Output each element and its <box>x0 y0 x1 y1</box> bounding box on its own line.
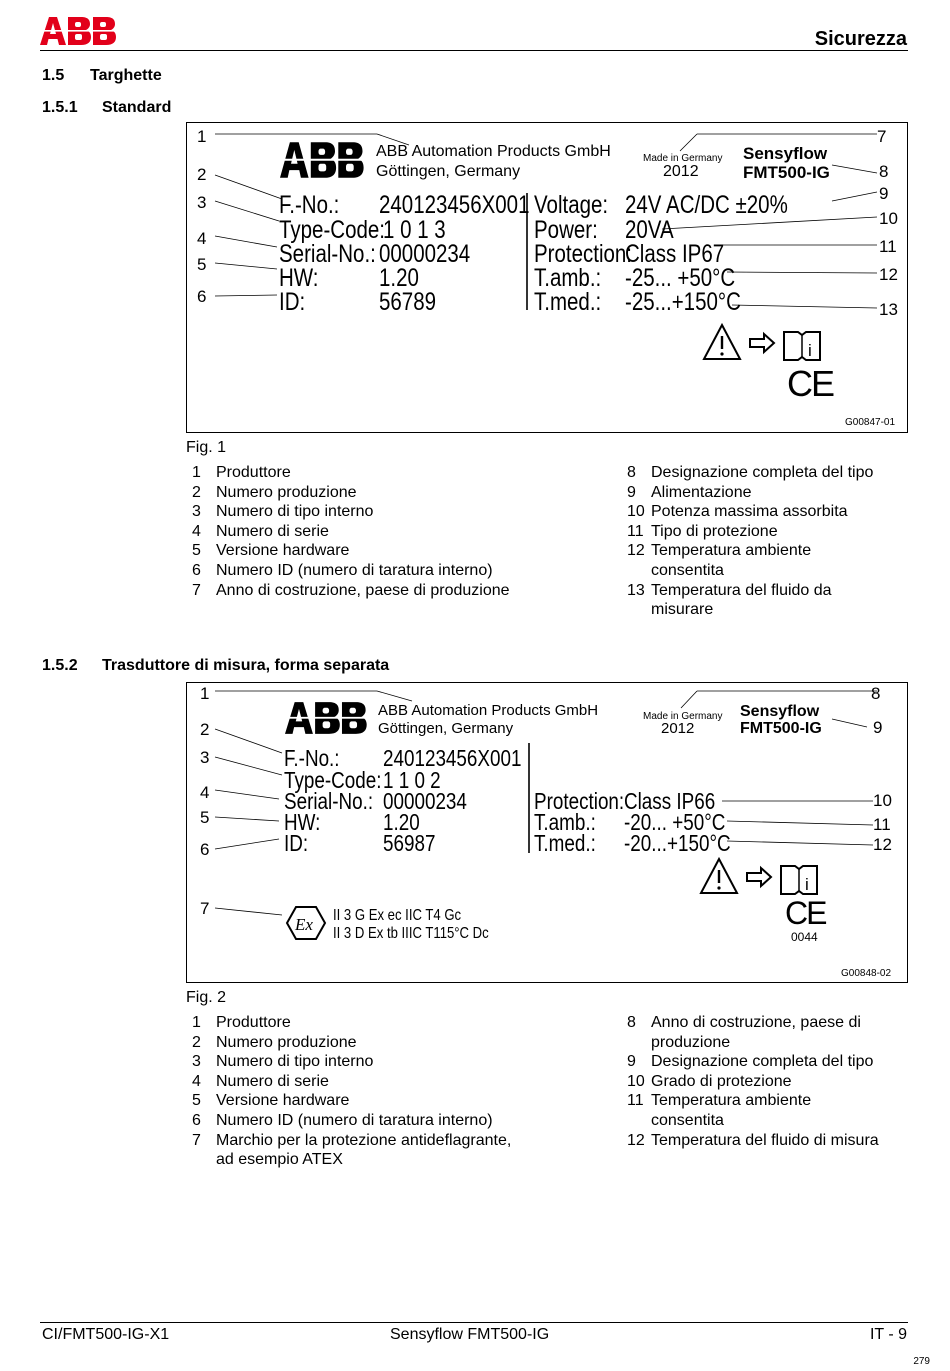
plate1-tamb-value: -25... +50°C <box>625 264 736 292</box>
page-number: 279 <box>913 1356 930 1367</box>
footer-product: Sensyflow FMT500-IG <box>390 1326 550 1343</box>
plate1-tamb-label: T.amb.: <box>534 264 602 292</box>
legend-item: 12 Temperatura ambiente <box>627 542 812 560</box>
legend-item: 3 Numero di tipo interno <box>192 503 374 521</box>
legend-item-continuation: produzione <box>651 1033 731 1051</box>
legend-item: 10 Potenza massima assorbita <box>627 503 848 521</box>
plate1-abb-logo <box>280 141 368 179</box>
legend-item: 5 Versione hardware <box>192 542 350 560</box>
plate1-hw-value: 1.20 <box>379 264 419 292</box>
plate1-callout-5: 5 <box>197 255 207 274</box>
plate1-power-label: Power: <box>534 216 598 244</box>
abb-logo <box>40 16 120 46</box>
plate2-callout-2: 2 <box>200 720 210 739</box>
legend-item: 11 Temperatura ambiente <box>627 1092 812 1110</box>
plate1-year: 2012 <box>663 163 699 180</box>
footer-page: IT - 9 <box>869 1326 907 1343</box>
legend-item-continuation: consentita <box>651 561 724 579</box>
plate2-callout-6: 6 <box>200 840 210 859</box>
legend-item-continuation: consentita <box>651 1111 724 1129</box>
plate1-made-in: Made in Germany <box>643 153 723 164</box>
fig1-legend-right <box>627 463 873 620</box>
plate2-made-in: Made in Germany <box>643 711 723 722</box>
plate1-fno-value: 240123456X001 <box>379 191 530 219</box>
plate2-abb-logo <box>285 701 371 735</box>
legend-item: 5 Versione hardware <box>192 1092 350 1110</box>
plate1-protection-value: Class IP67 <box>625 240 725 268</box>
plate1-ce-mark: CE <box>787 363 834 404</box>
plate1-tmed-label: T.med.: <box>534 288 602 316</box>
plate2-callout-3: 3 <box>200 748 210 767</box>
plate1-voltage-value: 24V AC/DC ±20% <box>625 191 788 219</box>
plate2-protection-label: Protection: <box>534 788 625 814</box>
plate2-callout-11: 11 <box>873 815 891 834</box>
plate1-id-value: 56789 <box>379 288 437 316</box>
legend-item: 9 Alimentazione <box>627 483 752 501</box>
plate1-callout-8: 8 <box>879 162 889 181</box>
plate2-ex-line2: II 3 D Ex tb IIIC T115°C Dc <box>333 925 489 942</box>
header-rule <box>40 50 908 51</box>
plate1-type-label: Type-Code: <box>279 216 385 244</box>
legend-item-continuation: ad esempio ATEX <box>216 1151 343 1169</box>
legend-item: 9 Designazione completa del tipo <box>627 1053 874 1071</box>
section-1-5-2-number: 1.5.2 <box>42 657 78 674</box>
section-title: Sicurezza <box>814 28 907 50</box>
plate2-city: Göttingen, Germany <box>378 720 514 737</box>
plate2-callout-7: 7 <box>200 899 210 918</box>
plate1-callout-2: 2 <box>197 165 207 184</box>
fig2-legend-right <box>627 1013 879 1150</box>
plate1-tmed-value: -25...+150°C <box>625 288 741 316</box>
plate1-callout-3: 3 <box>197 193 207 212</box>
plate2-ce-mark: CE <box>785 895 826 931</box>
plate1-serial-label: Serial-No.: <box>279 240 376 268</box>
svg-text:Ex: Ex <box>295 915 313 934</box>
legend-item: 1 Produttore <box>192 1014 291 1031</box>
section-1-5-number: 1.5 <box>42 67 65 84</box>
plate1-callout-4: 4 <box>197 229 207 248</box>
fig2-caption: Fig. 2 <box>186 989 227 1006</box>
plate2-callout-5: 5 <box>200 808 210 827</box>
plate2-callout-9: 9 <box>873 718 883 737</box>
plate1-city: Göttingen, Germany <box>376 163 521 180</box>
ex-atex-icon <box>285 905 327 941</box>
plate1-callout-11: 11 <box>879 237 897 256</box>
legend-item: 4 Numero di serie <box>192 522 329 540</box>
footer-doc-id: CI/FMT500-IG-X1 <box>42 1326 170 1343</box>
plate1-type-value: 1 0 1 3 <box>383 216 446 244</box>
legend-item: 4 Numero di serie <box>192 1072 329 1090</box>
plate1-fno-label: F.-No.: <box>279 191 340 219</box>
plate1-hw-label: HW: <box>279 264 319 292</box>
plate2-drawing-code: G00848-02 <box>841 968 892 979</box>
legend-item-continuation: misurare <box>651 601 714 619</box>
plate1-callout-12: 12 <box>879 265 898 284</box>
plate2-hw-value: 1.20 <box>383 809 420 835</box>
plate2-warning-manual-icon <box>699 857 829 897</box>
plate2-callout-8: 8 <box>871 684 881 703</box>
plate1-callout-1: 1 <box>197 127 207 146</box>
legend-item: 10 Grado di protezione <box>627 1072 792 1090</box>
section-1-5-1-title: Standard <box>102 99 172 116</box>
plate2-tmed-value: -20...+150°C <box>624 830 731 856</box>
legend-item: 8 Anno di costruzione, paese di <box>627 1014 861 1031</box>
plate2-tamb-label: T.amb.: <box>534 809 596 835</box>
plate2-callout-10: 10 <box>873 791 892 810</box>
section-1-5-title: Targhette <box>90 67 162 84</box>
plate2-ce-number: 0044 <box>791 930 818 944</box>
plate2-type-label: Type-Code: <box>284 767 382 793</box>
plate1-model: FMT500-IG <box>743 163 830 182</box>
plate1-voltage-label: Voltage: <box>534 191 609 219</box>
fig1-legend-left <box>192 463 510 600</box>
fig2-legend-left <box>192 1013 511 1170</box>
plate2-model: FMT500-IG <box>740 720 822 737</box>
legend-item: 12 Temperatura del fluido di misura <box>627 1131 879 1149</box>
plate1-power-value: 20VA <box>625 216 674 244</box>
plate1-product: Sensyflow <box>743 144 828 163</box>
svg-text:i: i <box>805 875 809 894</box>
plate2-tamb-value: -20... +50°C <box>624 809 726 835</box>
legend-item: 6 Numero ID (numero di taratura interno) <box>192 561 493 579</box>
plate1-serial-value: 00000234 <box>379 240 471 268</box>
plate2-company: ABB Automation Products GmbH <box>378 702 599 719</box>
fig1-caption: Fig. 1 <box>186 439 227 456</box>
plate1-callout-9: 9 <box>879 184 889 203</box>
plate2-callout-1: 1 <box>200 684 210 703</box>
plate1-callout-10: 10 <box>879 209 898 228</box>
plate2-type-value: 1 1 0 2 <box>383 767 441 793</box>
plate1-callout-7: 7 <box>877 127 887 146</box>
plate2-tmed-label: T.med.: <box>534 830 596 856</box>
plate2-callout-4: 4 <box>200 783 210 802</box>
nameplate-separate-transmitter <box>186 682 908 983</box>
plate2-id-label: ID: <box>284 830 309 856</box>
plate2-product: Sensyflow <box>740 703 820 720</box>
plate2-id-value: 56987 <box>383 830 436 856</box>
legend-item: 11 Tipo di protezione <box>627 522 778 540</box>
plate2-callout-12: 12 <box>873 835 892 854</box>
plate2-fno-label: F.-No.: <box>284 745 340 771</box>
plate1-callout-13: 13 <box>879 300 898 319</box>
plate1-protection-label: Protection: <box>534 240 633 268</box>
legend-item: 7 Anno di costruzione, paese di produzione <box>192 581 510 599</box>
svg-text:i: i <box>808 341 812 360</box>
section-1-5-1-number: 1.5.1 <box>42 99 78 116</box>
nameplate-standard <box>186 122 908 433</box>
plate2-protection-value: Class IP66 <box>624 788 716 814</box>
plate2-fno-value: 240123456X001 <box>383 745 522 771</box>
plate2-serial-value: 00000234 <box>383 788 467 814</box>
plate2-hw-label: HW: <box>284 809 321 835</box>
plate1-drawing-code: G00847-01 <box>845 417 896 428</box>
legend-item: 2 Numero produzione <box>192 1033 357 1051</box>
legend-item: 13 Temperatura del fluido da <box>627 581 832 599</box>
legend-item: 8 Designazione completa del tipo <box>627 464 874 481</box>
legend-item: 6 Numero ID (numero di taratura interno) <box>192 1111 493 1129</box>
legend-item: 1 Produttore <box>192 464 291 481</box>
legend-item: 2 Numero produzione <box>192 483 357 501</box>
plate2-ex-line1: II 3 G Ex ec IIC T4 Gc <box>333 907 462 924</box>
warning-manual-icon <box>702 323 832 363</box>
plate1-callout-6: 6 <box>197 287 207 306</box>
plate2-year: 2012 <box>661 720 695 737</box>
legend-item: 3 Numero di tipo interno <box>192 1053 374 1071</box>
section-1-5-2-title: Trasduttore di misura, forma separata <box>102 657 390 674</box>
legend-item: 7 Marchio per la protezione antideflagrante, <box>192 1131 512 1149</box>
plate1-company: ABB Automation Products GmbH <box>376 143 611 160</box>
footer-rule <box>40 1322 908 1323</box>
plate2-serial-label: Serial-No.: <box>284 788 374 814</box>
plate1-id-label: ID: <box>279 288 306 316</box>
